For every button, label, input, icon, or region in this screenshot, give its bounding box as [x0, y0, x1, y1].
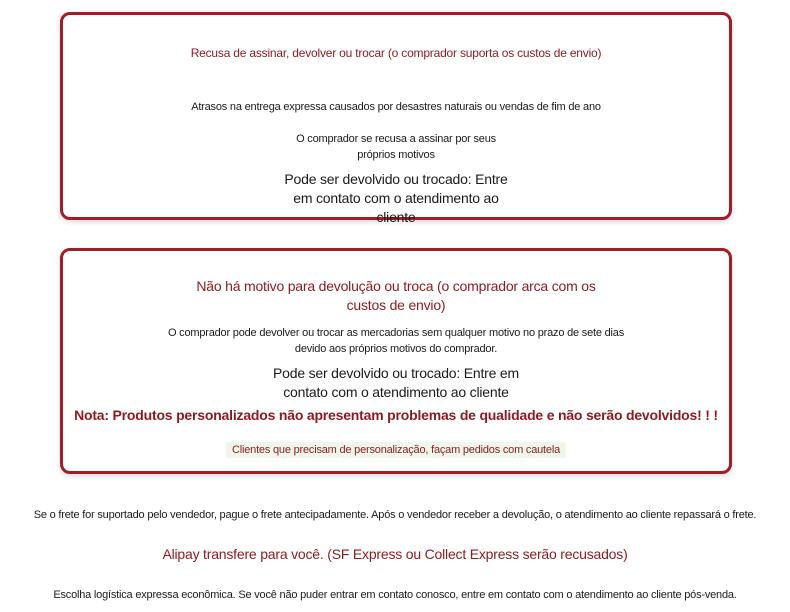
no-reason-title — [63, 277, 729, 315]
caution-label: Clientes que precisam de personalização, façam pedidos com cautela — [226, 442, 566, 458]
contact-support-text — [63, 170, 729, 227]
customization-caution — [63, 442, 729, 458]
no-reason-title-label: Não há motivo para devolução ou troca (o comprador arca com os custos de envio) — [196, 278, 596, 313]
contact-support-label-2: Pode ser devolvido ou trocado: Entre em contato com o atendimento ao cliente — [273, 365, 519, 400]
refusal-policy-card — [60, 12, 732, 225]
contact-support-text-2 — [63, 364, 729, 402]
alipay-note: Alipay transfere para você. (SF Express ou Collect Express serão recusados) — [162, 546, 628, 562]
seven-day-label: O comprador pode devolver ou trocar as mercadorias sem qualquer motivo no prazo de sete dias devido aos próprios motivos do comprador. — [167, 327, 625, 355]
seven-day-text — [63, 325, 729, 357]
buyer-refuses-text — [63, 131, 729, 163]
customized-note: Nota: Produtos personalizados não apresentam problemas de qualidade e não serão devolvidos! ! ! — [74, 407, 718, 423]
logistics-note: Escolha logística expressa econômica. Se você não puder entrar em contato conosco, entre em contato com o atendimento ao cliente pós-venda. — [53, 589, 737, 601]
refusal-title: Recusa de assinar, devolver ou trocar (o comprador suporta os custos de envio) — [190, 46, 602, 60]
shipping-note: Se o frete for suportado pelo vendedor, pague o frete antecipadamente. Após o vendedor receber a devolução, o atendimento ao cliente repassará o frete. — [33, 509, 757, 521]
contact-support-label: Pode ser devolvido ou trocado: Entre em contato com o atendimento ao cliente — [284, 171, 508, 225]
buyer-refuses-label: O comprador se recusa a assinar por seus próprios motivos — [296, 133, 496, 161]
no-reason-return-card — [60, 248, 732, 474]
delivery-delay-text: Atrasos na entrega expressa causados por desastres naturais ou vendas de fim de ano — [191, 101, 601, 113]
